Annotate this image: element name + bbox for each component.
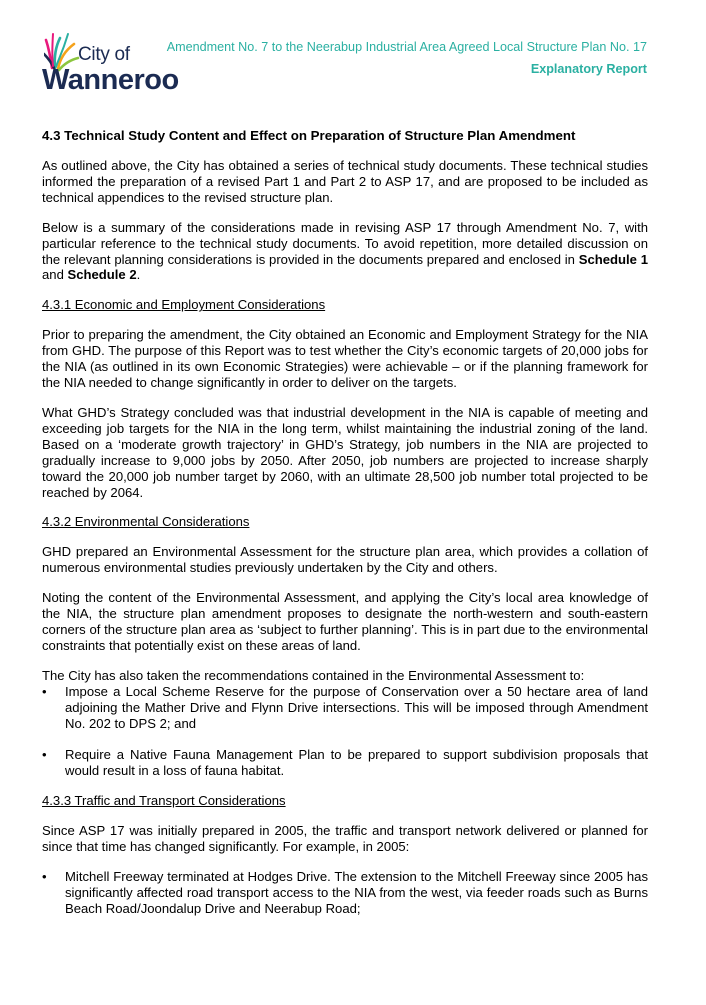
document-title: Amendment No. 7 to the Neerabup Industrial Area Agreed Local Structure Plan No. 17 (166, 40, 647, 54)
logo-city-of: City of (78, 44, 130, 65)
economic-paragraph-1: Prior to preparing the amendment, the City obtained an Economic and Employment Strategy for the NIA from GHD. The purpose of this Report was to test whether the City’s economic targets of 20,000 jobs for the NIA (as outlined in its own Economic Strategies) were achievable – or if the planning framework for the NIA needed to change significantly in order to deliver on the targets. (42, 327, 648, 391)
intro-paragraph-2: Below is a summary of the considerations made in revising ASP 17 through Amendment No. 7, with particular reference to the technical study documents. To avoid repetition, more detailed discussion on the relevant planning considerations is provided in the documents prepared and enclosed in Schedule 1 and Schedule 2. (42, 219, 648, 283)
economic-paragraph-2: What GHD’s Strategy concluded was that industrial development in the NIA is capable of meeting and exceeding job targets for the NIA in the long term, whilst maintaining the industrial zoning of the land. Based on a ‘moderate growth trajectory’ in GHD’s Strategy, job numbers in the NIA are projected to gradually increase to 9,000 jobs by 2050. After 2050, job numbers are projected to increase sharply toward the 20,000 job number target by 2060, with an ultimate 28,500 job number total projected to be reached by 2064. (42, 404, 648, 500)
environmental-paragraph-1: GHD prepared an Environmental Assessment for the structure plan area, which provides a collation of numerous environmental studies previously undertaken by the City and others. (42, 544, 648, 576)
logo-wanneroo: Wanneroo (42, 64, 179, 96)
list-item: • Mitchell Freeway terminated at Hodges Drive. The extension to the Mitchell Freeway since 2005 has significantly affected road transport access to the NIA from the west, via feeder roads such as Burns Beach Road/Joondalup Drive and Neerabup Road; (42, 869, 648, 916)
environmental-paragraph-2: Noting the content of the Environmental Assessment, and applying the City’s local area knowledge of the NIA, the structure plan amendment proposes to designate the north-western and south-eastern corners of the structure plan area as ‘subject to further planning’. This is in part due to the environmental constraints that potentially exist on these areas of land. (42, 590, 648, 653)
environmental-paragraph-3: The City has also taken the recommendations contained in the Environmental Assessment to: (42, 667, 585, 683)
document-body (42, 128, 648, 931)
document-subtitle: Explanatory Report (530, 62, 647, 76)
list-item: • Impose a Local Scheme Reserve for the purpose of Conservation over a 50 hectare area of land adjoining the Mather Drive and Flynn Drive intersections. This will be imposed through Amendment No. 202 to DPS 2; and (42, 683, 648, 731)
section-heading: 4.3 Technical Study Content and Effect on Preparation of Structure Plan Amendment (42, 128, 576, 143)
intro-paragraph-1: As outlined above, the City has obtained a series of technical study documents. These technical studies informed the preparation of a revised Part 1 and Part 2 to ASP 17, and are proposed to be included as technical appendices to the revised structure plan. (42, 158, 648, 205)
traffic-paragraph-1: Since ASP 17 was initially prepared in 2005, the traffic and transport network delivered or planned for since that time has changed significantly. For example, in 2005: (42, 823, 648, 855)
schedule-1-ref: Schedule 1 (578, 251, 648, 267)
traffic-list (42, 869, 648, 917)
schedule-2-ref: Schedule 2 (67, 267, 137, 283)
list-item: • Require a Native Fauna Management Plan to be prepared to support subdivision proposals that would result in a loss of fauna habitat. (42, 747, 648, 779)
subsection-heading-431: 4.3.1 Economic and Employment Considerations (42, 297, 326, 313)
environmental-list (42, 684, 648, 780)
subsection-heading-432: 4.3.2 Environmental Considerations (42, 514, 250, 530)
subsection-heading-433: 4.3.3 Traffic and Transport Considerations (42, 793, 286, 809)
